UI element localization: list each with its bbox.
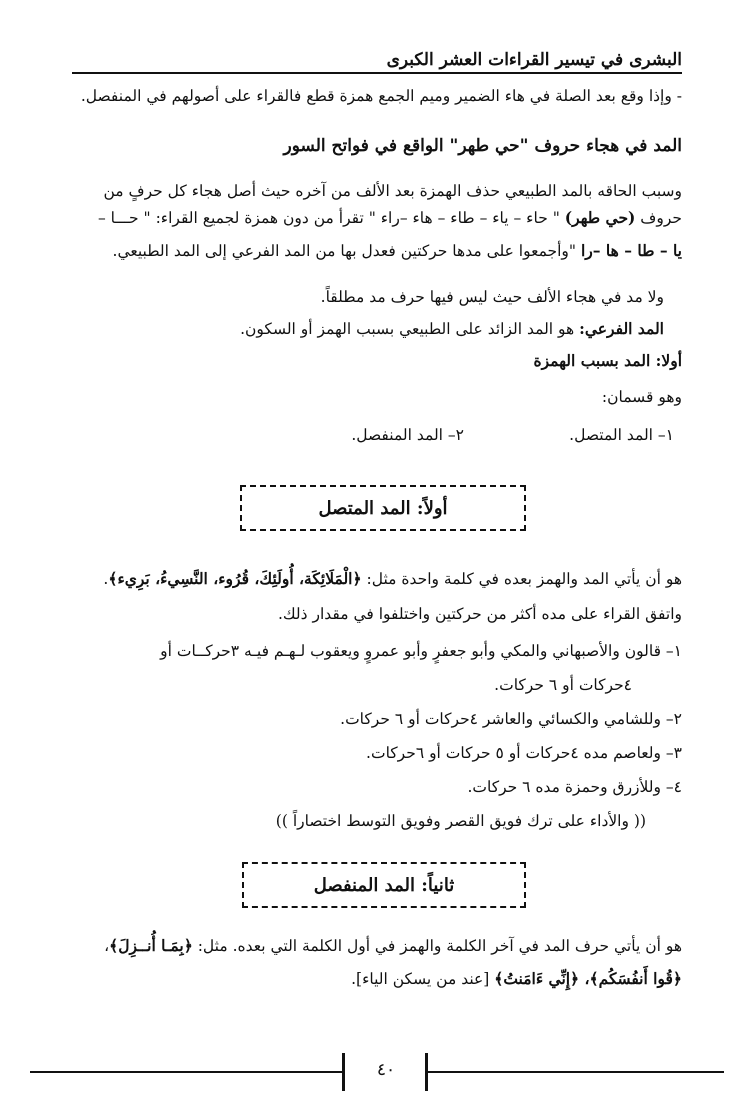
text-span: "وأجمعوا على مدها حركتين فعدل بها من المد الفرعي إلى المد الطبيعي.: [112, 242, 581, 260]
paragraph-line: [60, 240, 682, 262]
list-item: ٢– المد المنفصل.: [351, 426, 464, 444]
text-span: " حاء – ياء – طاء – هاء –راء " تقرأ من دون همزة لجميع القراء: " حـــا –: [98, 209, 565, 227]
list-item: ٢– وللشامي والكسائي والعاشر ٤حركات أو ٦ حركات.: [340, 710, 682, 728]
running-header: [72, 50, 682, 74]
text-span: هو أن يأتي المد والهمز بعده في كلمة واحدة مثل:: [361, 570, 682, 588]
text-span: .: [103, 570, 109, 588]
list-item: ٣– ولعاصم مده ٤حركات أو ٥ حركات أو ٦حركات.: [366, 744, 682, 762]
footer-bar-left: [342, 1053, 345, 1091]
bold-term: المد الفرعي:: [579, 319, 664, 338]
list-item: ١– قالون والأصبهاني والمكي وأبو جعفرٍ وأبو عمروٍ ويعقوب لـهـم فيـه ٣حركــات أو: [160, 642, 682, 660]
paragraph-line: [60, 935, 682, 957]
page-number: ٤٠: [376, 1060, 396, 1080]
paragraph-line: ولا مد في هجاء الألف حيث ليس فيها حرف مد مطلقاً.: [320, 288, 664, 306]
book-title: البشرى في تيسير القراءات العشر الكبرى: [386, 50, 682, 70]
list-item: ١– المد المتصل.: [569, 426, 674, 444]
bold-term: يا – طا – ها –را: [580, 241, 682, 260]
boxed-heading: [242, 862, 526, 908]
paragraph-line: - وإذا وقع بعد الصلة في هاء الضمير وميم الجمع همزة قطع فالقراء على أصولهم في المنفصل.: [80, 87, 682, 105]
quran-quote: ﴿قُوا أَنفُسَكُم﴾، ﴿إِنِّي ءَامَنتُ﴾: [494, 969, 682, 988]
boxed-heading: [240, 485, 526, 531]
list-item-continuation: ٤حركات أو ٦ حركات.: [494, 676, 632, 694]
footer-rule-right: [428, 1071, 724, 1073]
section-heading: المد في هجاء حروف "حي طهر" الواقع في فواتح السور: [283, 136, 682, 156]
paragraph-line: واتفق القراء على مده أكثر من حركتين واختلفوا في مقدار ذلك.: [277, 605, 682, 623]
bold-term: (حي طهر): [564, 208, 636, 227]
boxed-heading-text: ثانياً: المد المنفصل: [313, 874, 455, 896]
subsection-heading: أولا: المد بسبب الهمزة: [533, 351, 682, 370]
footer-rule-left: [30, 1071, 342, 1073]
boxed-heading-text: أولاً: المد المتصل: [318, 497, 448, 519]
paragraph-line: وسبب الحاقه بالمد الطبيعي حذف الهمزة بعد الألف من آخره حيث أصل هجاء كل حرفٍ من: [103, 182, 682, 200]
paragraph-line: [60, 568, 682, 590]
text-span: هو المد الزائد على الطبيعي بسبب الهمز أو السكون.: [240, 320, 580, 338]
text-span: حروف: [635, 209, 682, 227]
text-span: ،: [104, 937, 110, 955]
paragraph-line: [60, 207, 682, 229]
list-item: ٤– وللأزرق وحمزة مده ٦ حركات.: [467, 778, 682, 796]
note-line: (( والأداء على ترك فويق القصر وفويق التوسط اختصاراً )): [275, 812, 646, 830]
quran-quote: ﴿الْمَلَائِكَة، أُولَئِكَ، قُرُوء، النَّسِيءُ، بَرِيء﴾: [108, 569, 362, 588]
quran-quote: ﴿بِمَـا أُنــزِلَ﴾: [109, 936, 193, 955]
paragraph-line: [60, 318, 664, 340]
paragraph-line: وهو قسمان:: [601, 388, 682, 406]
text-span: [عند من يسكن الياء].: [351, 970, 495, 988]
text-span: هو أن يأتي حرف المد في آخر الكلمة والهمز في أول الكلمة التي بعده. مثل:: [192, 937, 682, 955]
paragraph-line: [60, 968, 682, 990]
